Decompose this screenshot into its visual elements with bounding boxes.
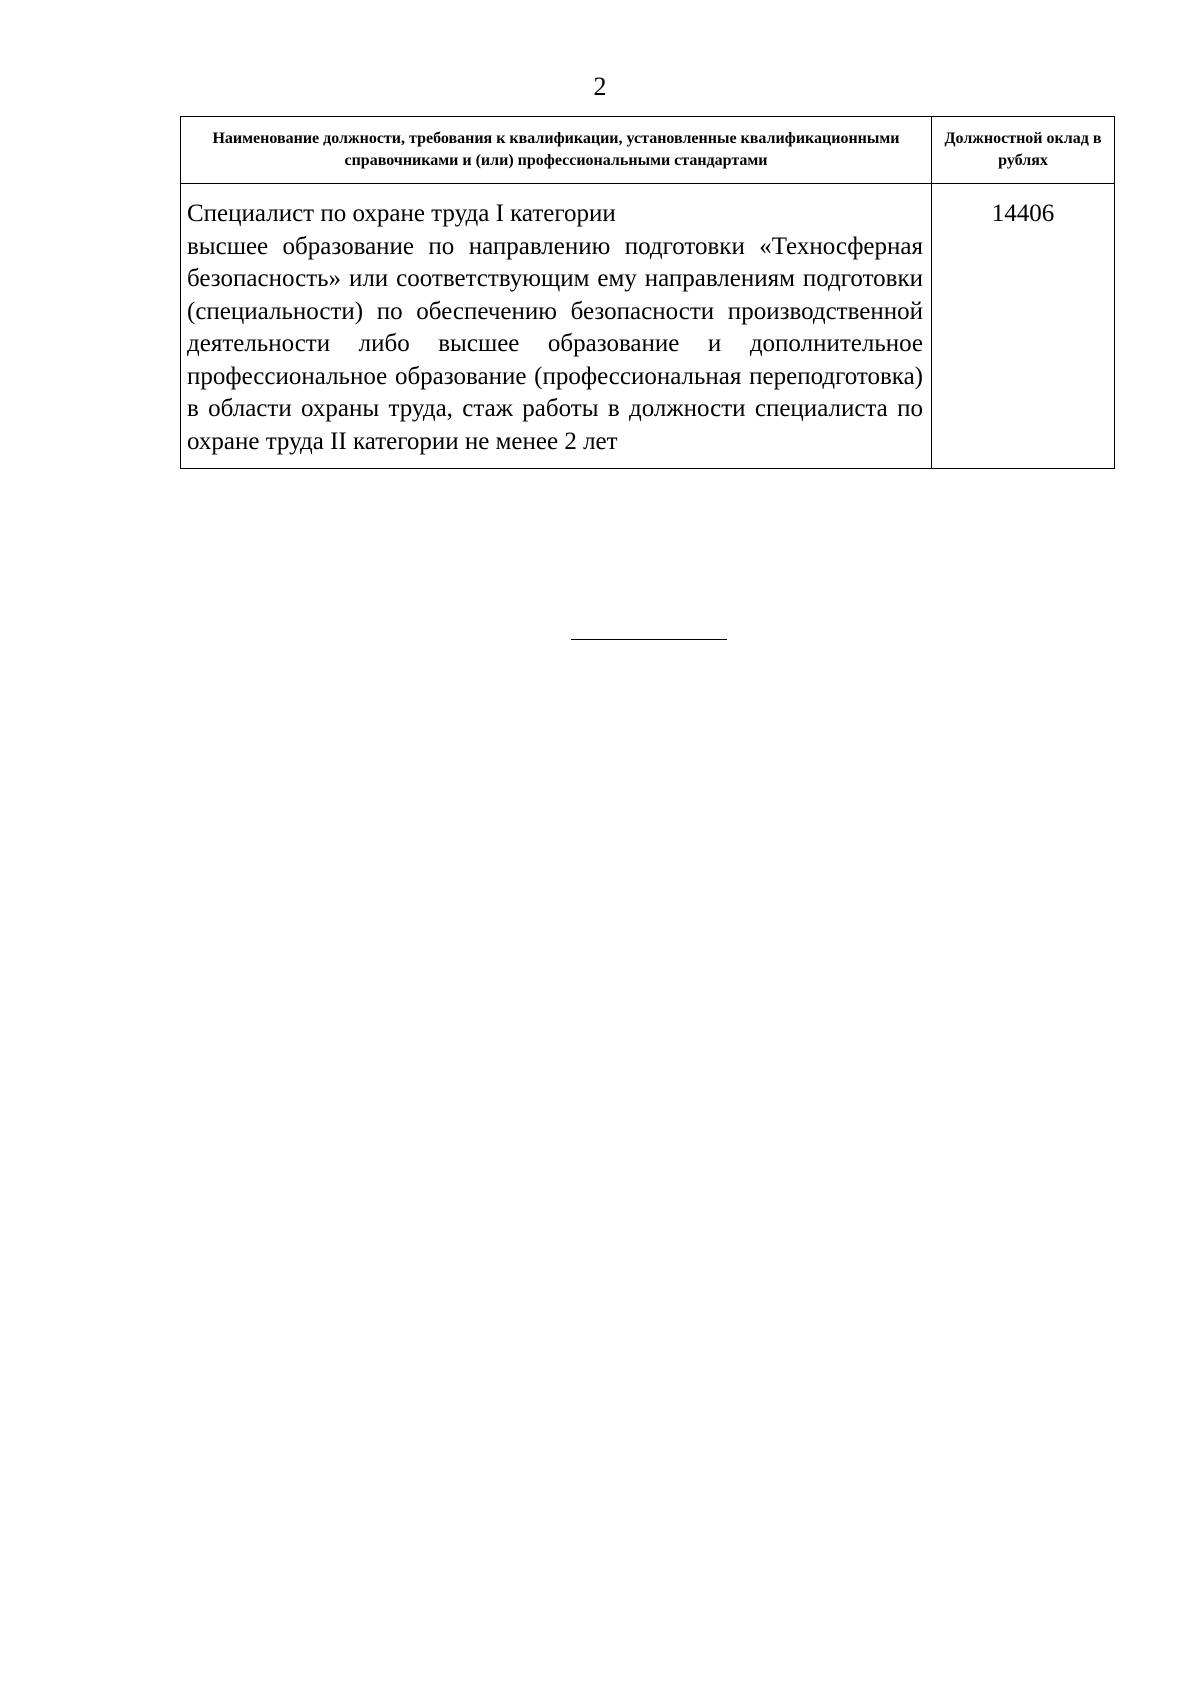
salary-value: 14406 [932, 184, 1115, 469]
salary-table [180, 116, 1115, 469]
table-body [181, 184, 1115, 469]
end-of-document-rule [571, 639, 727, 640]
header-position-name: Наименование должности, требования к квалификации, установленные квалификационными справочниками и (или) профессиональными стандартами [181, 117, 932, 184]
position-title: Специалист по охране труда I категории [187, 200, 616, 227]
position-requirements: высшее образование по направлению подготовки «Техносферная безопасность» или соответствующим ему направлениям подготовки (специальности) по обеспечению безопасности производственной деятельности либо высшее образование и дополнительное профессиональное образование (профессиональная переподготовка) в области охраны труда, стаж работы в должности специалиста по охране труда II категории не менее 2 лет [187, 232, 923, 455]
position-cell [181, 184, 932, 469]
header-salary: Должностной оклад в рублях [932, 117, 1115, 184]
table-header [181, 117, 1115, 184]
table-row [181, 184, 1115, 469]
table-header-row [181, 117, 1115, 184]
page-number: 2 [593, 72, 607, 101]
